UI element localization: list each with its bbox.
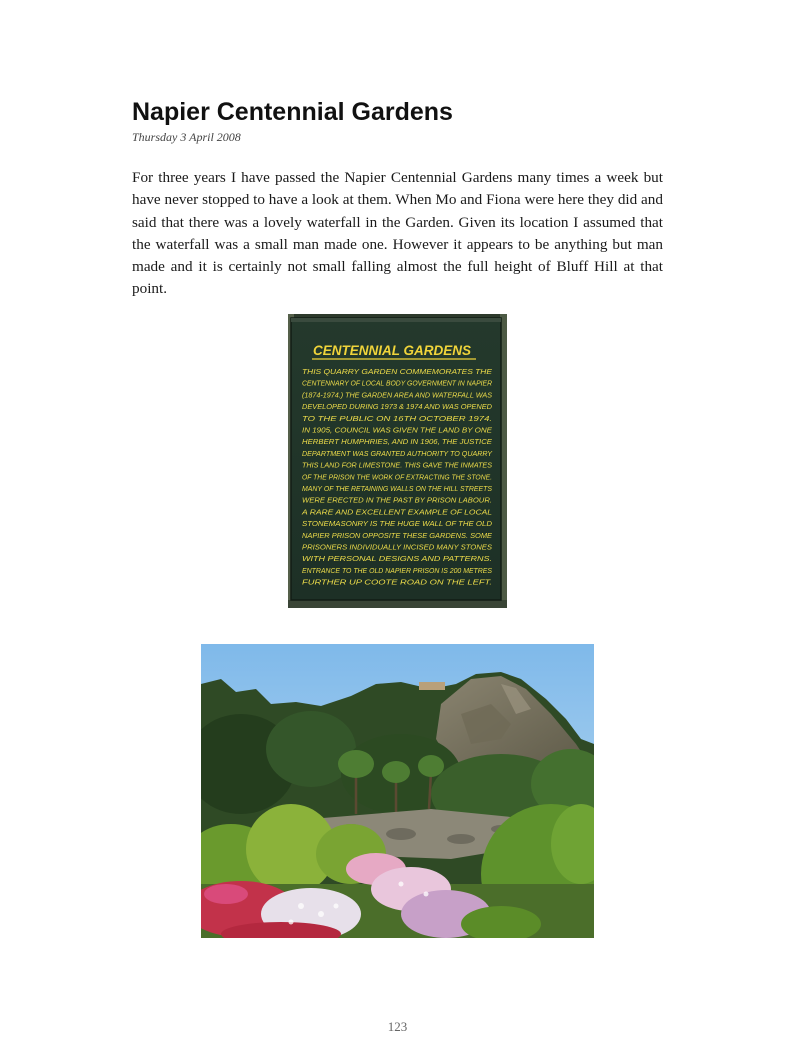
sign-line: MANY OF THE RETAINING WALLS ON THE HILL STREETS (302, 484, 493, 493)
sign-line: THIS LAND FOR LIMESTONE. THIS GAVE THE INMATES (302, 460, 493, 470)
sign-line: DEPARTMENT WAS GRANTED AUTHORITY TO QUARRY (302, 448, 494, 458)
sign-line: WERE ERECTED IN THE PAST BY PRISON LABOUR. (302, 495, 492, 505)
sign-line: STONEMASONRY IS THE HUGE WALL OF THE OLD (302, 519, 493, 529)
sign-line: A RARE AND EXCELLENT EXAMPLE OF LOCAL (300, 507, 493, 517)
sign-line: NAPIER PRISON OPPOSITE THESE GARDENS. SOME (302, 530, 493, 540)
sign-line: HERBERT HUMPHRIES, AND IN 1906, THE JUSTICE (302, 437, 493, 447)
sign-line: OF THE PRISON THE WORK OF EXTRACTING THE STONE. (302, 472, 492, 482)
page-number: 123 (387, 1019, 408, 1034)
sign-line: CENTENNARY OF LOCAL BODY GOVERNMENT IN NAPIER (302, 378, 493, 388)
sign-line: WITH PERSONAL DESIGNS AND PATTERNS. (302, 554, 492, 564)
sign-photo (288, 314, 507, 608)
body-paragraph: For three years I have passed the Napier Centennial Gardens many times a week but have never stopped to have a look at them. When Mo and Fiona were here they did and said that there was a lovely waterfall in the Garden. Given its location I assumed that the waterfall was a small man made one. However it appears to be anything but man made and it is certainly not small falling almost the full height of Bluff Hill at that point. (132, 169, 663, 298)
sign-line: TO THE PUBLIC ON 16TH OCTOBER 1974. (302, 413, 492, 423)
garden-photo (201, 644, 594, 938)
sign-line: PRISONERS INDIVIDUALLY INCISED MANY STONES (302, 542, 493, 552)
page-title: Napier Centennial Gardens (132, 98, 453, 126)
sign-heading: CENTENNIAL GARDENS (312, 343, 472, 358)
entry-date: Thursday 3 April 2008 (132, 130, 241, 144)
sign-line: (1874-1974.) THE GARDEN AREA AND WATERFALL WAS (302, 390, 493, 400)
sign-line: DEVELOPED DURING 1973 & 1974 AND WAS OPENED (302, 402, 493, 412)
sign-line: ENTRANCE TO THE OLD NAPIER PRISON IS 200 METRES (302, 565, 493, 575)
sign-line: IN 1905, COUNCIL WAS GIVEN THE LAND BY ONE (302, 425, 493, 435)
sign-line: FURTHER UP COOTE ROAD ON THE LEFT. (302, 577, 492, 587)
sign-line: THIS QUARRY GARDEN COMMEMORATES THE (302, 367, 493, 376)
